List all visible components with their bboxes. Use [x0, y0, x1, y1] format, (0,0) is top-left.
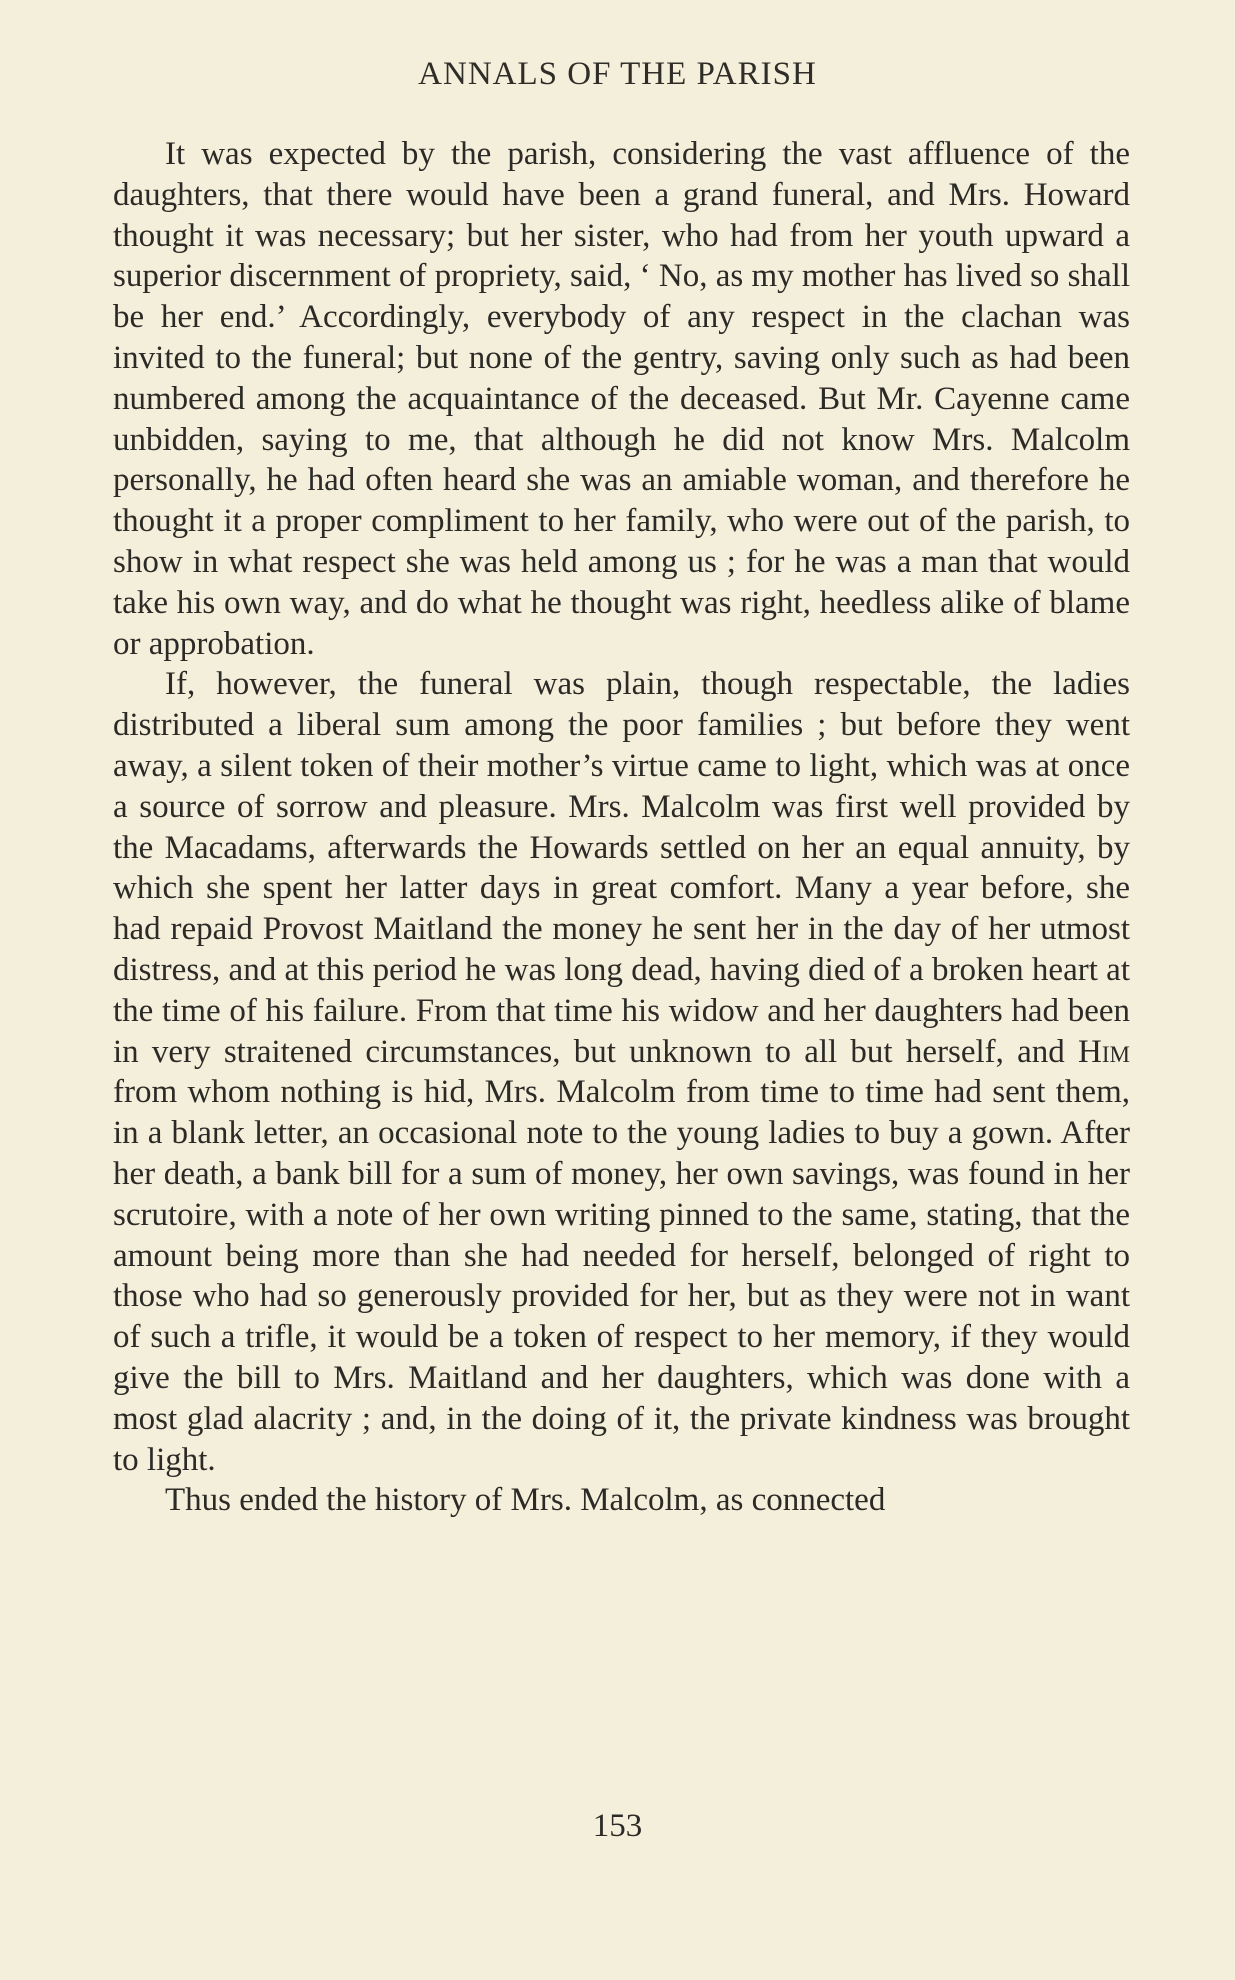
paragraph-2-text-after: from whom nothing is hid, Mrs. Malcolm from time to time had sent them, in a blank letter, an occasional note to the young ladies to buy a gown. After her death, a bank bill for a sum of money, her own savings, was found in her scrutoire, with a note of her own writing pinned to the same, stating, that the amount being more than she had needed for herself, belonged of right to those who had so generously provided for her, but as they were not in want of such a trifle, it would be a token of respect to her memory, if they would give the bill to Mrs. Maitland and her daughters, which was done with a most glad alacrity ; and, in the doing of it, the private kindness was brought to light. [113, 1074, 1130, 1478]
paragraph-3: Thus ended the history of Mrs. Malcolm, as connected [165, 1482, 886, 1519]
small-caps-him: Him [1078, 1033, 1130, 1070]
running-head: ANNALS OF THE PARISH [418, 56, 817, 92]
body-text [113, 134, 1130, 1521]
paragraph-2-text-before: If, however, the funeral was plain, though respectable, the ladies distributed a liberal sum among the poor families ; but before they went away, a silent token of their mother’s virtue came to light, which was at once a source of sorrow and pleasure. Mrs. Malcolm was first well provided by the Macadams, afterwards the Howards settled on her an equal annuity, by which she spent her latter days in great comfort. Many a year before, she had repaid Provost Maitland the money he sent her in the day of her utmost distress, and at this period he was long dead, having died of a broken heart at the time of his failure. From that time his widow and her daughters had been in very straitened circumstances, but unknown to all but herself, and [113, 666, 1130, 1070]
paragraph-1: It was expected by the parish, considering the vast affluence of the daughters, that there would have been a grand funeral, and Mrs. Howard thought it was necessary; but her sister, who had from her youth upward a superior discernment of propriety, said, ‘ No, as my mother has lived so shall be her end.’ Accordingly, everybody of any respect in the clachan was invited to the funeral; but none of the gentry, saving only such as had been numbered among the acquaintance of the deceased. But Mr. Cayenne came unbidden, saying to me, that although he did not know Mrs. Malcolm personally, he had often heard she was an amiable woman, and therefore he thought it a proper compliment to her family, who were out of the parish, to show in what respect she was held among us ; for he was a man that would take his own way, and do what he thought was right, heedless alike of blame or approbation. [113, 136, 1130, 662]
paragraph-2 [113, 664, 1130, 1480]
page-number: 153 [592, 1808, 643, 1844]
